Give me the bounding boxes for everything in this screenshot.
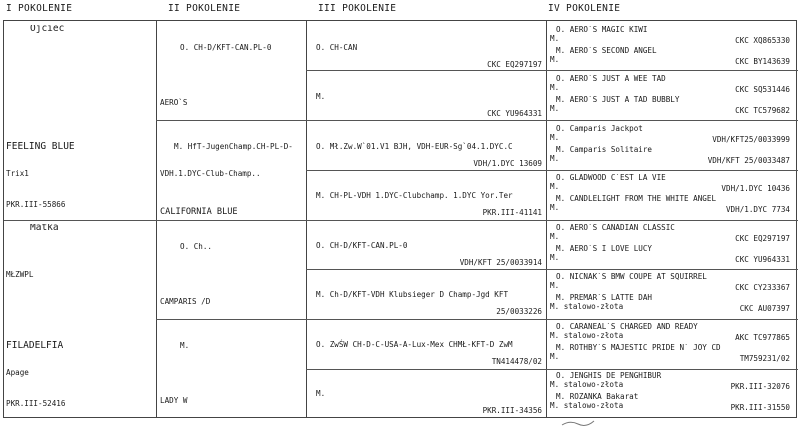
gen4-cell — [550, 294, 794, 314]
gen3-title: M. Ch-D/KFT-VDH Klubsieger D Champ-Jgd KFT — [316, 289, 509, 299]
dam-name: FILADELFIA — [6, 339, 64, 351]
header-gen1: I POKOLENIE — [6, 3, 73, 14]
gen4-reg: CKC BY143639 — [735, 57, 790, 67]
gen4-name: M. CANDLELIGHT FROM THE WHITE ANGEL — [556, 195, 717, 203]
sire-label: Ojciec — [30, 25, 65, 34]
gen3-reg: VDH/KFT 25/0033914 — [459, 258, 542, 268]
gen4-color: M. — [550, 103, 560, 113]
gen4-cell — [550, 344, 794, 364]
gen4-cell — [550, 174, 794, 194]
divider — [546, 319, 798, 320]
gen4-cell — [550, 273, 794, 293]
divider — [546, 21, 547, 417]
gen3-reg: CKC YU964331 — [487, 109, 542, 119]
gen4-name: O. Camparis Jackpot — [556, 125, 643, 133]
gen4-reg: VDH/KFT25/0033999 — [712, 135, 790, 145]
gen3-cell — [310, 75, 546, 119]
header-gen2: II POKOLENIE — [168, 3, 241, 14]
gen3-reg: CKC EQ297197 — [487, 60, 542, 70]
sire-reg: PKR.III-55866 — [6, 200, 66, 210]
gen3-cell — [310, 125, 546, 169]
gen4-color: M. — [550, 181, 560, 191]
gen2-title-2: VDH.1.DYC-Club-Champ.. — [160, 168, 261, 178]
gen3-title: M. — [316, 91, 326, 101]
gen4-name: O. AERO`S MAGIC KIWI — [556, 26, 648, 34]
gen4-color: M. stalowo-złota — [550, 400, 624, 410]
gen3-cell — [310, 323, 546, 367]
gen3-reg: 25/0033226 — [496, 307, 542, 317]
gen4-color: M. stalowo-złota — [550, 301, 624, 311]
gen4-color: M. — [550, 280, 560, 290]
gen4-name: M. PREMAR`S LATTE DAH — [556, 294, 653, 302]
gen4-cell — [550, 146, 794, 166]
gen3-reg: VDH/1.DYC 13609 — [473, 159, 542, 169]
gen3-title: O. ZwŚW CH-D-C-USA-A-Lux-Mex CHMŁ-KFT-D ZwM — [316, 339, 513, 349]
gen4-name: O. NICNAK`S BMW COUPE AT SQUIRREL — [556, 273, 707, 281]
gen4-name: M. AERO`S JUST A TAD BUBBLY — [556, 96, 680, 104]
gen4-reg: CKC SQ531446 — [735, 85, 790, 95]
gen3-title: O. CH-D/KFT-CAN.PL-0 — [316, 240, 408, 250]
gen4-cell — [550, 125, 794, 145]
gen4-reg: AKC TC977865 — [735, 333, 790, 343]
divider — [306, 170, 546, 171]
dam-block — [6, 323, 156, 413]
gen3-cell — [310, 174, 546, 218]
gen3-title: M. CH-PL-VDH 1.DYC-Clubchamp. 1.DYC Yor.Ter — [316, 190, 513, 200]
gen2-sire-dam — [160, 125, 306, 217]
header-gen4: IV POKOLENIE — [548, 3, 621, 14]
gen3-cell — [310, 273, 546, 317]
gen2-title: M. — [180, 340, 190, 350]
divider — [306, 319, 546, 320]
gen4-reg: CKC CY233367 — [735, 283, 790, 293]
gen2-line: LADY W — [160, 395, 188, 405]
header-gen3: III POKOLENIE — [318, 3, 397, 14]
divider — [546, 269, 798, 270]
gen4-reg: VDH/1.DYC 7734 — [725, 205, 790, 215]
gen4-name: O. AERO`S CANADIAN CLASSIC — [556, 224, 675, 232]
divider — [546, 369, 798, 370]
gen2-line: CALIFORNIA BLUE — [160, 207, 238, 217]
divider — [306, 120, 546, 121]
gen4-name: O. JENGHIS DE PENGHIBUR — [556, 372, 662, 380]
gen4-name: M. AERO`S SECOND ANGEL — [556, 47, 657, 55]
gen4-reg: CKC XQ865330 — [735, 36, 790, 46]
gen2-line: AERO`S — [160, 97, 188, 107]
divider — [306, 21, 307, 417]
gen4-name: M. AERO`S I LOVE LUCY — [556, 245, 653, 253]
gen4-reg: TM759231/02 — [739, 354, 790, 364]
gen2-title: O. CH-D/KFT-CAN.PL-0 — [180, 42, 272, 52]
gen4-color: M. — [550, 252, 560, 262]
sire-block — [6, 124, 156, 214]
gen4-color: M. — [550, 231, 560, 241]
gen4-reg: PKR.III-32076 — [730, 382, 790, 392]
gen4-cell — [550, 26, 794, 46]
sire-sub: Trix1 — [6, 168, 29, 178]
gen4-cell — [550, 372, 794, 392]
divider — [156, 319, 306, 320]
sire-name: FEELING BLUE — [6, 140, 75, 152]
gen4-reg: CKC TC579682 — [735, 106, 790, 116]
gen4-cell — [550, 47, 794, 67]
gen4-cell — [550, 75, 794, 95]
gen4-color: M. stalowo-złota — [550, 330, 624, 340]
divider — [306, 269, 546, 270]
divider — [546, 70, 798, 71]
gen3-reg: PKR.III-34356 — [482, 406, 542, 416]
gen4-name: O. CARANEAL`S CHARGED AND READY — [556, 323, 698, 331]
gen4-cell — [550, 323, 794, 343]
gen4-name: M. RÓZANKA Bakarat — [556, 393, 639, 401]
divider — [546, 120, 798, 121]
dam-sub: Apage — [6, 367, 29, 377]
gen4-name: O. GLADWOOD C`EST LA VIE — [556, 174, 666, 182]
gen4-cell — [550, 96, 794, 116]
gen3-title: M. — [316, 388, 326, 398]
gen4-color: M. — [550, 153, 560, 163]
gen3-reg: TN414478/02 — [491, 357, 542, 367]
gen3-reg: PKR.III-41141 — [482, 208, 542, 218]
gen4-reg: VDH/1.DYC 10436 — [721, 184, 790, 194]
pedigree-table — [3, 20, 797, 418]
gen4-reg: PKR.III-31550 — [730, 403, 790, 413]
gen2-title: M. HfT-JugenChamp.CH-PL-D- — [174, 141, 293, 151]
gen4-reg: CKC EQ297197 — [735, 234, 790, 244]
gen2-sire-sire — [160, 26, 306, 118]
gen4-cell — [550, 245, 794, 265]
gen3-cell — [310, 224, 546, 268]
gen4-cell — [550, 393, 794, 413]
dam-reg: PKR.III-52416 — [6, 399, 66, 409]
gen4-color: M. — [550, 82, 560, 92]
gen3-cell — [310, 372, 546, 416]
gen4-name: O. AERO`S JUST A WEE TAD — [556, 75, 666, 83]
gen4-color: M. — [550, 351, 560, 361]
divider — [546, 220, 798, 221]
gen2-dam-sire — [160, 225, 306, 317]
gen4-color: M. stalowo-złota — [550, 379, 624, 389]
divider — [156, 21, 157, 417]
gen2-dam-dam — [160, 324, 306, 416]
dam-label: Matka — [30, 224, 59, 233]
gen4-color: M. — [550, 202, 560, 212]
gen2-line: CAMPARIS /D — [160, 296, 211, 306]
divider — [546, 170, 798, 171]
divider — [306, 369, 546, 370]
gen4-cell — [550, 195, 794, 215]
divider — [156, 120, 306, 121]
gen4-reg: CKC AU07397 — [739, 304, 790, 314]
divider — [306, 220, 546, 221]
gen2-title: O. Ch.. — [180, 241, 213, 251]
gen4-color: M. — [550, 33, 560, 43]
gen4-color: M. — [550, 132, 560, 142]
dam-mark: MŁZWPL — [6, 271, 34, 279]
gen3-title: O. Mł.Zw.W`01.V1 BJH, VDH-EUR-Sg`04.1.DYC.C — [316, 141, 513, 151]
gen4-cell — [550, 224, 794, 244]
gen3-title: O. CH-CAN — [316, 42, 358, 52]
signature-mark — [560, 418, 600, 430]
divider — [4, 220, 306, 221]
gen4-name: M. Camparis Solitaire — [556, 146, 653, 154]
gen4-reg: VDH/KFT 25/0033487 — [707, 156, 790, 166]
gen3-cell — [310, 26, 546, 70]
gen4-reg: CKC YU964331 — [735, 255, 790, 265]
gen4-name: M. ROTHBY`S MAJESTIC PRIDE N` JOY CD — [556, 344, 721, 352]
divider — [306, 70, 546, 71]
gen4-color: M. — [550, 54, 560, 64]
